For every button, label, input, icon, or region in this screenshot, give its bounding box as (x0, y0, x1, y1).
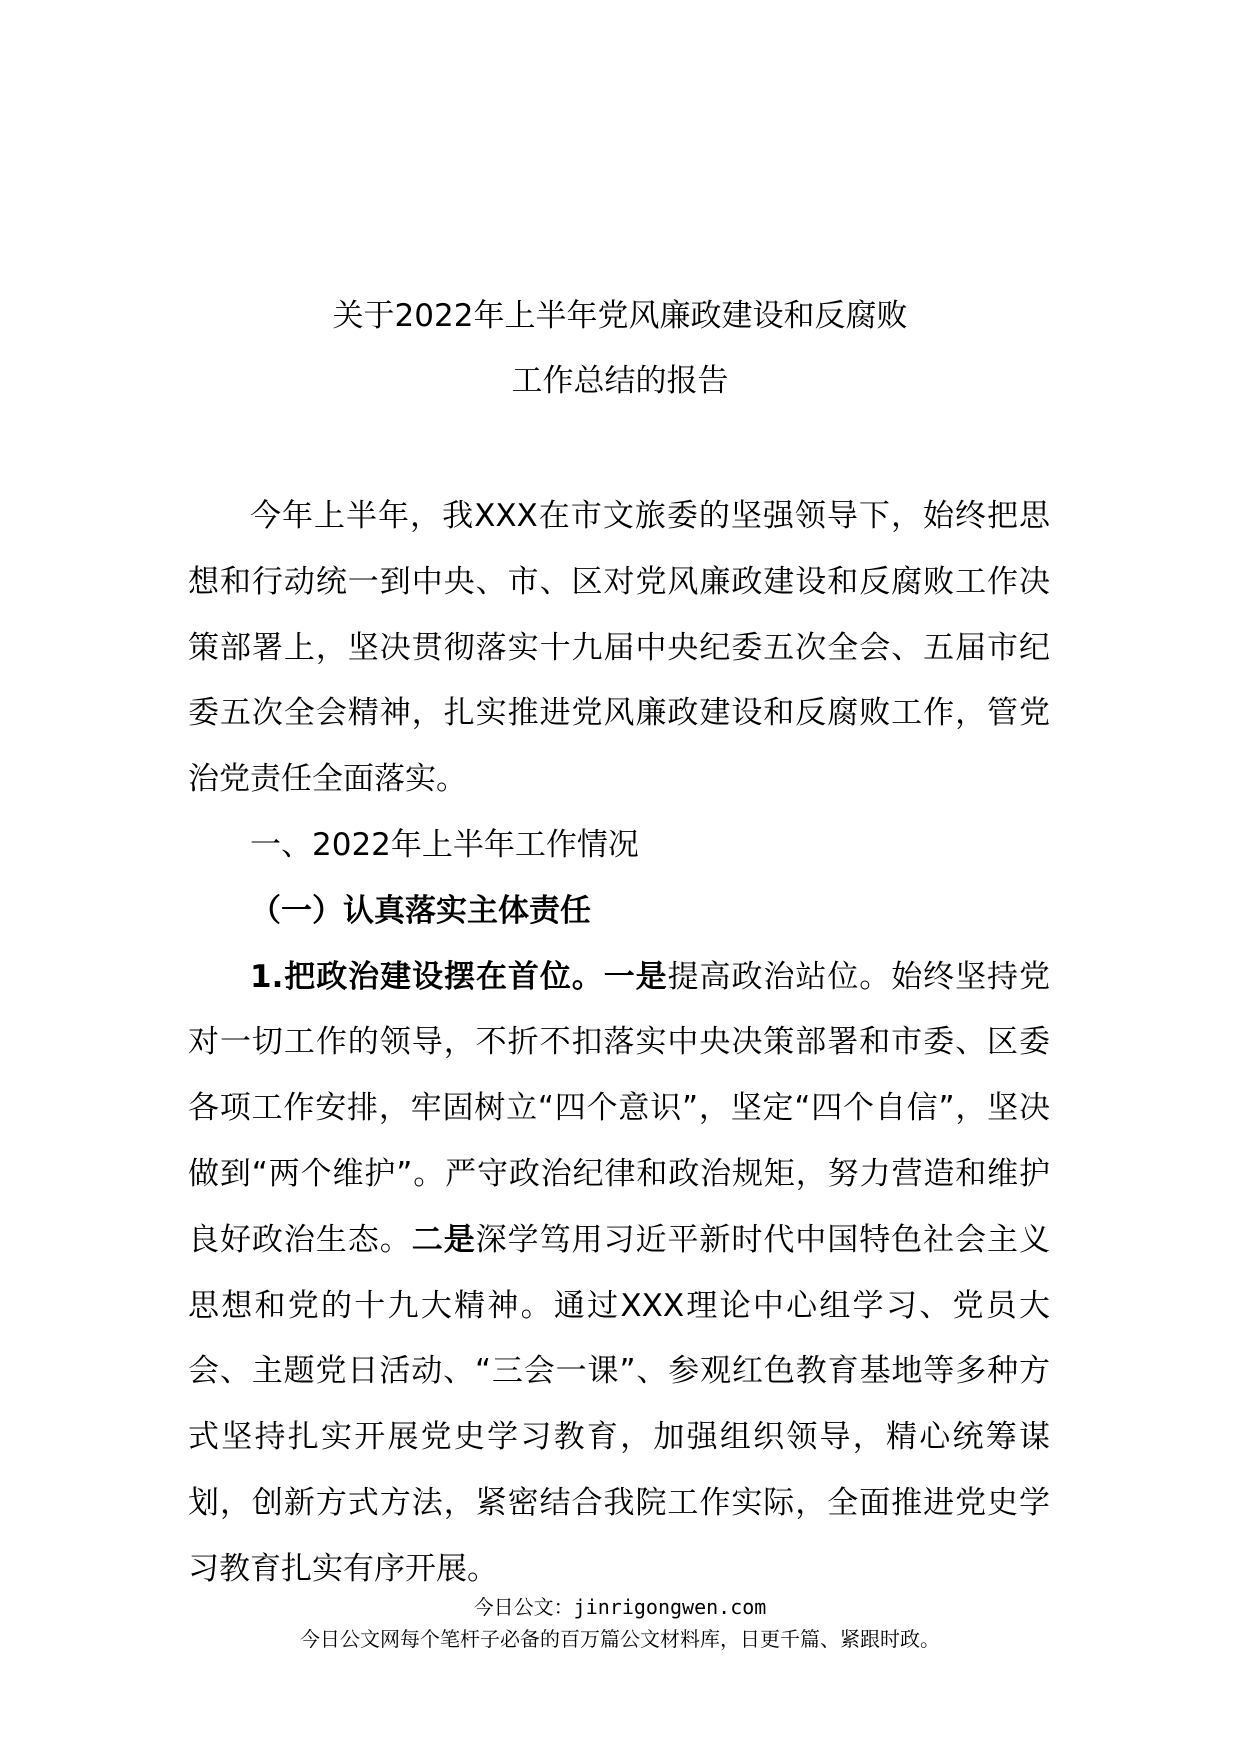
paragraph-lead-bold-2: 二是 (411, 1221, 476, 1258)
footer-slogan: 今日公文网每个笔杆子必备的百万篇公文材料库，日更千篇、紧跟时政。 (300, 1627, 940, 1651)
paragraph-intro: 今年上半年，我XXX在市文旅委的坚强领导下，始终把思想和行动统一到中央、市、区对党风廉政建设和反腐败工作决策部署上，坚决贯彻落实十九届中央纪委五次全会、五届市纪委五次全会精神，扎实推进党风廉政建设和反腐败工作，管党治党责任全面落实。 (188, 498, 1050, 798)
document-title-line2: 工作总结的报告 (511, 363, 729, 399)
paragraph-text-1: 提高政治站位。始终坚持党对一切工作的领导，不折不扣落实中央决策部署和市委、区委各项工作安排，牢固树立“四个意识”，坚定“四个自信”，坚决做到“两个维护”。严守政治纪律和政治规矩，努力营造和维护良好政治生态。 (188, 958, 1050, 1258)
document-body (188, 484, 1050, 1603)
subsection-heading-1: （一）认真落实主体责任 (250, 892, 591, 929)
section-heading-1: 一、2022年上半年工作情况 (250, 826, 639, 863)
document-title-line1: 关于2022年上半年党风廉政建设和反腐败 (332, 298, 908, 334)
paragraph-political-construction (188, 945, 1050, 1603)
footer-site-link[interactable]: 今日公文：jinrigongwen.com (473, 1595, 767, 1619)
paragraph-lead-bold-1: 1.把政治建设摆在首位。一是 (250, 958, 668, 995)
paragraph-text-2: 深学笃用习近平新时代中国特色社会主义思想和党的十九大精神。通过XXX理论中心组学习、党员大会、主题党日活动、“三会一课”、参观红色教育基地等多种方式坚持扎实开展党史学习教育，加强组织领导，精心统筹谋划，创新方式方法，紧密结合我院工作实际，全面推进党史学习教育扎实有序开展。 (188, 1221, 1051, 1587)
